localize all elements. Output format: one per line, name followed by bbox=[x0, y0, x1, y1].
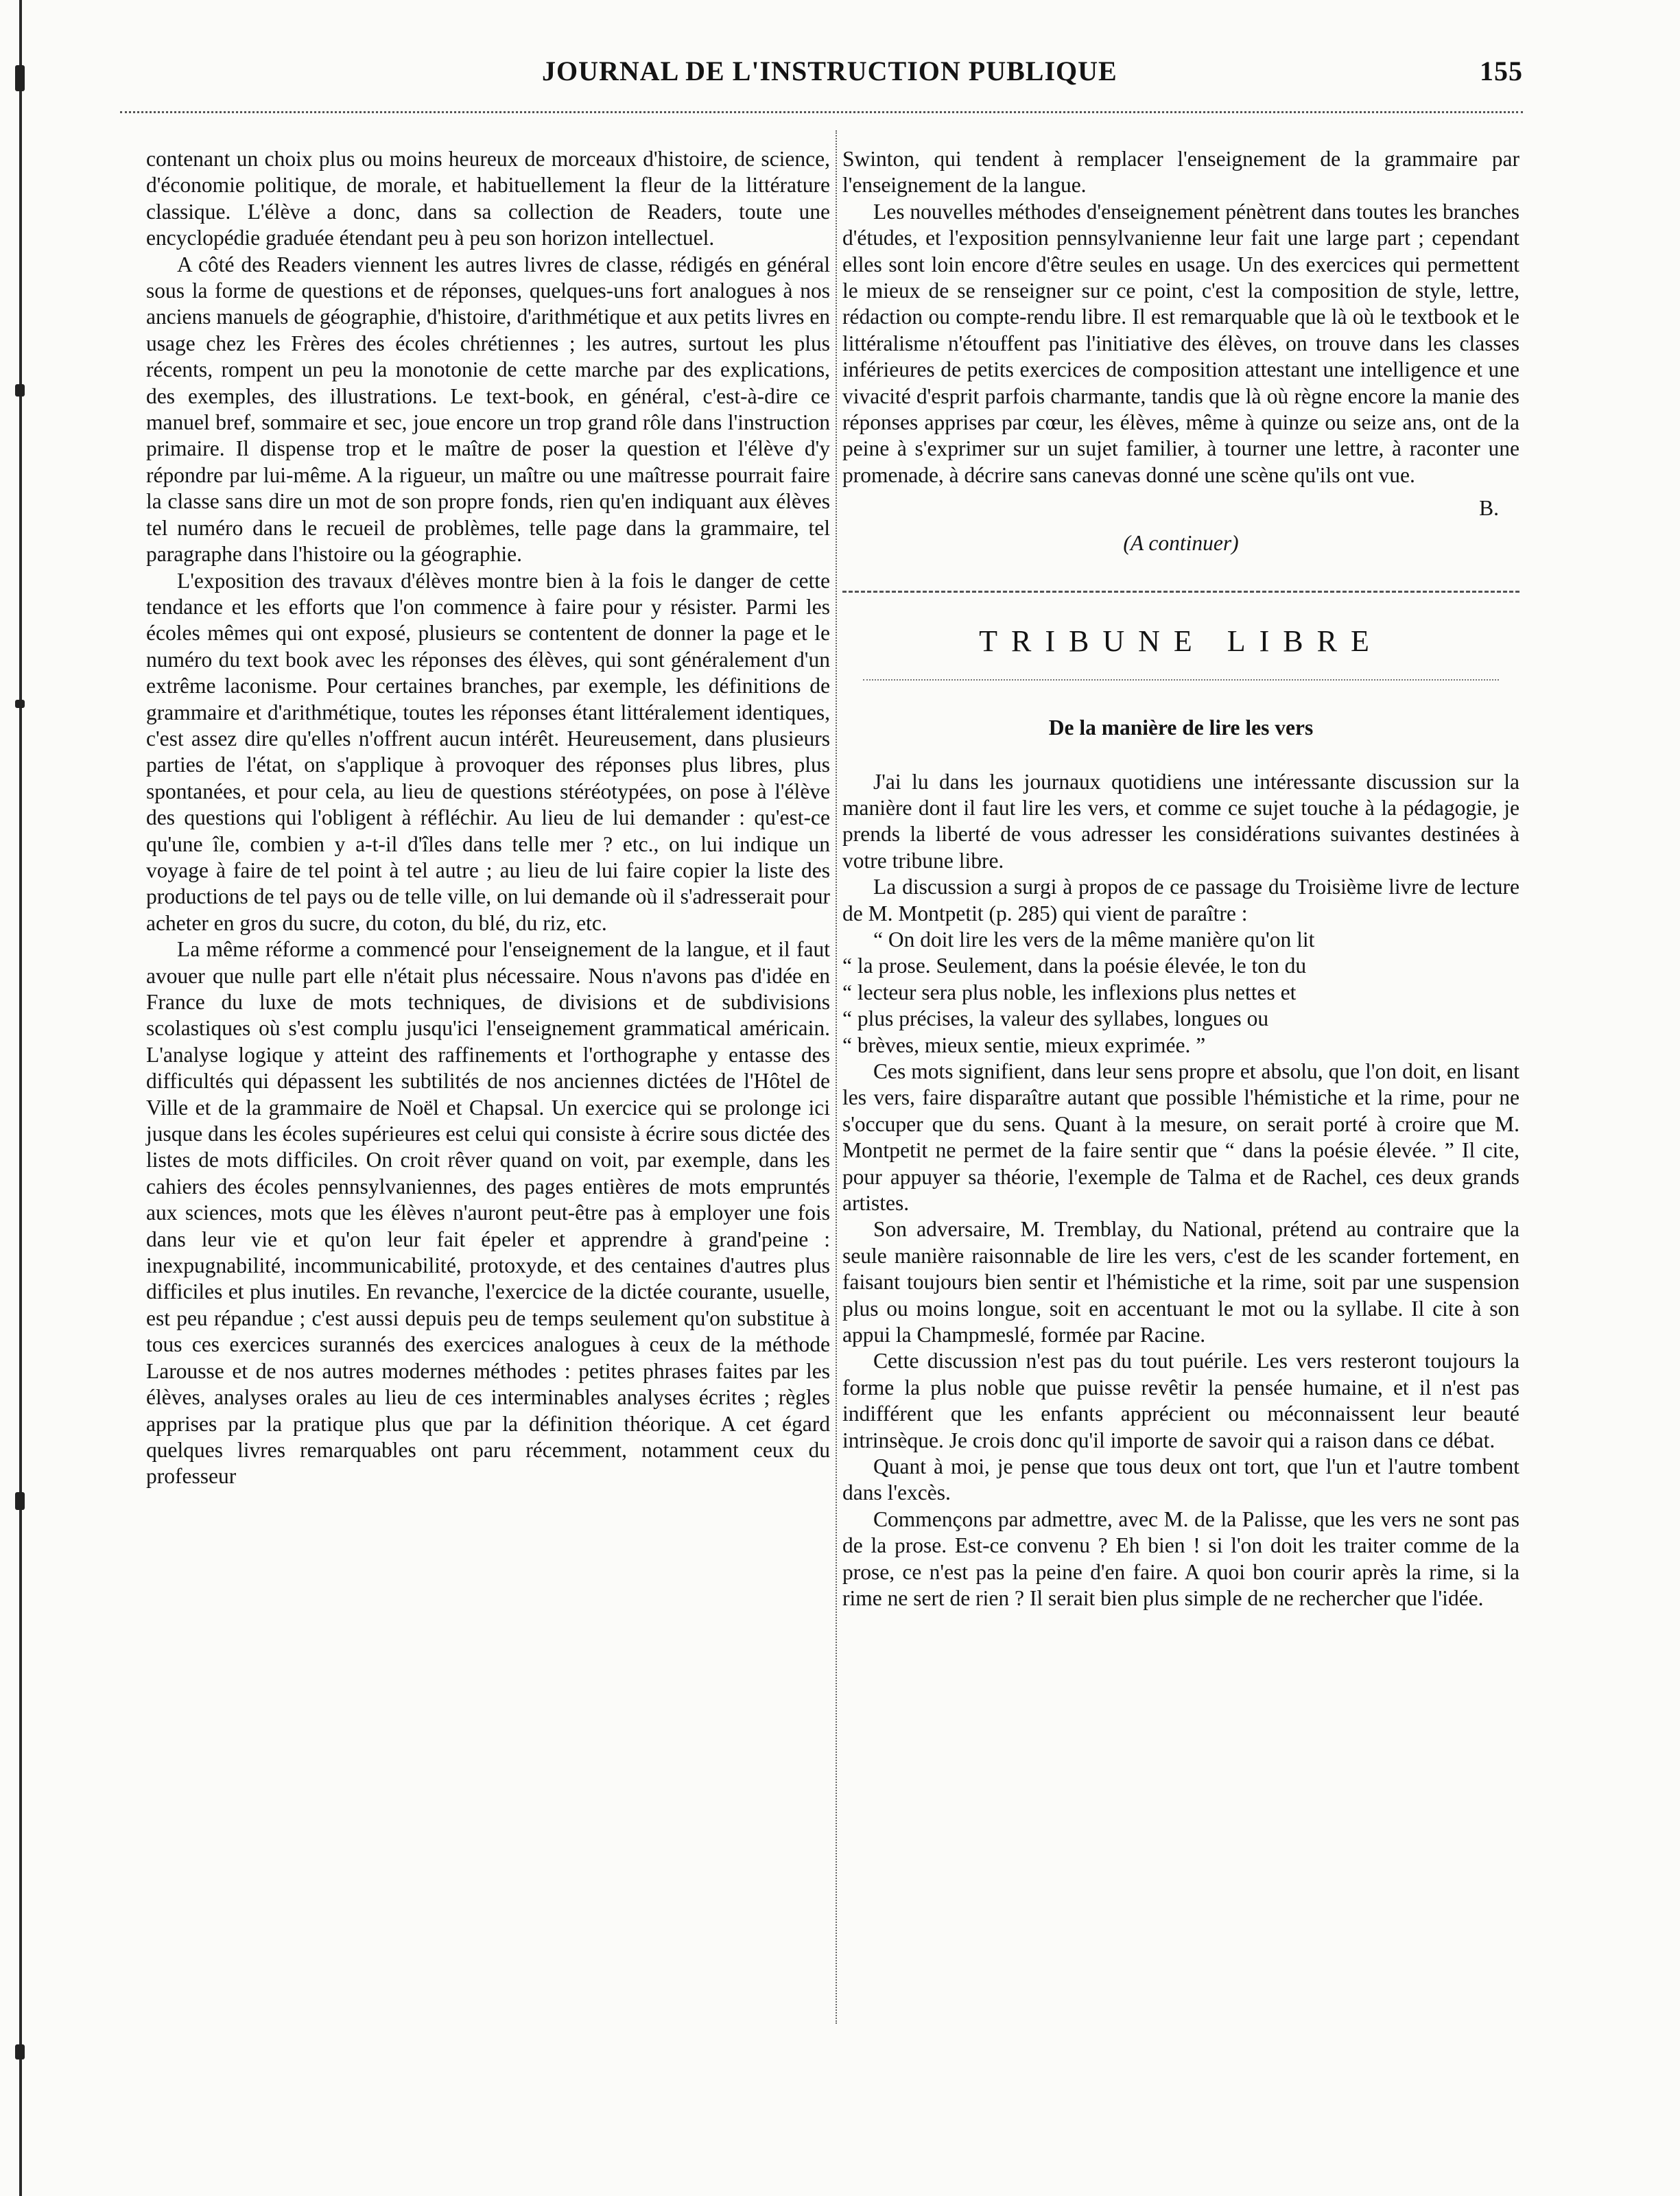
binding-mark bbox=[15, 700, 25, 708]
paragraph: A côté des Readers viennent les autres livres de classe, rédigés en général sous la forme de questions et de réponses, quelques-uns fort analogues à nos anciens manuels de géographie, d'histoire, d'arithmétique et aux petits livres en usage chez les Frères des écoles chrétiennes ; les autres, surtout les plus récents, rompent un peu la monotonie de cette marche par des explications, des exemples, des illustrations. Le text-book, en général, c'est-à-dire ce manuel bref, sommaire et sec, joue encore un trop grand rôle dans l'instruction primaire. Il dispense trop et le maître de poser la question et l'élève d'y répondre par lui-même. A la rigueur, un maître ou une maîtresse pourrait faire la classe sans dire un mot de son propre fonds, rien qu'en indiquant aux élèves tel numéro dans le recueil de problèmes, telle page dans la grammaire, tel paragraphe dans l'histoire ou la géographie. bbox=[146, 252, 830, 567]
binding-mark bbox=[15, 1492, 25, 1510]
column-divider bbox=[836, 130, 837, 2024]
quote-line: “ lecteur sera plus noble, les inflexions plus nettes et bbox=[842, 980, 1297, 1004]
quote-line: “ brèves, mieux sentie, mieux exprimée. ” bbox=[842, 1032, 1206, 1057]
paragraph: J'ai lu dans les journaux quotidiens une intéressante discussion sur la manière dont il faut lire les vers, et comme ce sujet touche à la pédagogie, je prends la liberté de vous adresser les considérations suivantes destinées à votre tribune libre. bbox=[842, 769, 1519, 873]
paragraph: Commençons par admettre, avec M. de la Palisse, que les vers ne sont pas de la prose. Est-ce convenu ? Eh bien ! si l'on doit les traiter comme de la prose, ce n'est pas la peine d'en faire. A quoi bon courir après la rime, si la rime ne sert de rien ? Il serait bien plus simple de ne rechercher que l'idée. bbox=[842, 1507, 1519, 1611]
author-signature: B. bbox=[1479, 496, 1499, 521]
paragraph: Ces mots signifient, dans leur sens propre et absolu, que l'on doit, en lisant les vers, faire disparaître autant que possible l'hémistiche et la rime, pour ne s'occuper que du sens. Quant à la mesure, on serait porté à croire que M. Montpetit ne permet de la faire sentir que “ dans la poésie élevée. ” Il cite, pour appuyer sa théorie, l'exemple de Talma et de Rachel, ces deux grands artistes. bbox=[842, 1059, 1519, 1215]
page-number: 155 bbox=[1480, 56, 1523, 86]
header-rule bbox=[120, 111, 1523, 113]
paragraph: Quant à moi, je pense que tous deux ont tort, que l'un et l'autre tombent dans l'excès. bbox=[842, 1454, 1519, 1505]
quote-line: “ On doit lire les vers de la même manière qu'on lit bbox=[873, 927, 1315, 952]
journal-title: JOURNAL DE L'INSTRUCTION PUBLIQUE bbox=[542, 56, 1117, 86]
right-column bbox=[842, 146, 1519, 1612]
page-binding-edge bbox=[19, 0, 22, 2196]
paragraph: Cette discussion n'est pas du tout puérile. Les vers resteront toujours la forme la plus noble que puisse revêtir la pensée humaine, et il n'est pas indifférent que les enfants apprécient ou méconnaissent leur beauté intrinsèque. Je crois donc qu'il importe de savoir qui a raison dans ce débat. bbox=[842, 1349, 1519, 1452]
paragraph: La discussion a surgi à propos de ce passage du Troisième livre de lecture de M. Montpetit (p. 285) qui vient de paraître : bbox=[842, 875, 1519, 925]
binding-mark bbox=[15, 65, 25, 91]
page-header bbox=[147, 55, 1523, 96]
quote-line: “ plus précises, la valeur des syllabes, longues ou bbox=[842, 1006, 1269, 1031]
section-separator bbox=[842, 591, 1519, 593]
paragraph: contenant un choix plus ou moins heureux de morceaux d'histoire, de science, d'économie politique, de morale, et habituellement la fleur de la littérature classique. L'élève a donc, dans sa collection de Readers, toute une encyclopédie graduée étendant peu à peu son horizon intellectuel. bbox=[146, 147, 830, 250]
paragraph: Les nouvelles méthodes d'enseignement pénètrent dans toutes les branches d'études, et l'exposition pennsylvanienne leur fait une large part ; cependant elles sont loin encore d'être seules en usage. Un des exercices qui permettent le mieux de se renseigner sur ce point, c'est la composition de style, lettre, rédaction ou compte-rendu libre. Il est remarquable que là où le textbook et le littéralisme n'étouffent pas l'initiative des élèves, on trouve dans les classes inférieures de petits exercices de composition attestant une intelligence et une vivacité d'esprit parfois charmante, tandis que là où règne encore la manie des réponses apprises par cœur, les élèves, même à quinze ou seize ans, ont de la peine à s'exprimer sur un sujet familier, à tourner une lettre, à raconter une promenade, à décrire sans canevas donné une scène qu'ils ont vue. bbox=[842, 199, 1519, 487]
paragraph: Son adversaire, M. Tremblay, du National, prétend au contraire que la seule manière raisonnable de lire les vers, c'est de les scander fortement, en faisant toujours bien sentir et l'hémistiche et la rime, soit par une suspension plus ou moins longue, soit en accentuant le mot ou la syllabe. Il cite à son appui la Champmeslé, formée par Racine. bbox=[842, 1217, 1519, 1347]
paragraph: L'exposition des travaux d'élèves montre bien à la fois le danger de cette tendance et les efforts que l'on commence à faire pour y résister. Parmi les écoles mêmes qui ont exposé, plusieurs se contentent de donner la page et le numéro du text book avec les réponses des élèves, qui sont généralement d'un extrême laconisme. Pour certaines branches, par exemple, les définitions de grammaire et d'arithmétique, toutes les réponses étant littéralement identiques, c'est assez dire qu'elles n'offrent aucun intérêt. Heureusement, dans plusieurs parties de l'état, on s'applique à provoquer des réponses plus libres, plus spontanées, et pour cela, au lieu de questions stéréotypées, on pose à l'élève des questions qui l'obligent à réfléchir. Au lieu de lui demander : qu'est-ce qu'une île, combien y a-t-il d'îles dans telle mer ? etc., on lui indique un voyage à faire de tel point à tel autre ; au lieu de lui faire copier la liste des productions de tel pays ou de telle ville, on lui demande où il s'adresserait pour acheter en gros du sucre, du coton, du blé, du riz, etc. bbox=[146, 568, 830, 935]
paragraph: La même réforme a commencé pour l'enseignement de la langue, et il faut avouer que nulle part elle n'était plus nécessaire. Nous n'avons pas d'idée en France du luxe de mots techniques, de divisions et de subdivisions scolastiques où s'est complu jusqu'ici l'enseignement grammatical américain. L'analyse logique y atteint des raffinements et l'orthographe y entasse des difficultés qui dépassent les subtilités de nos anciennes dictées de l'Hôtel de Ville et de la grammaire de Noël et Chapsal. Un exercice qui se prolonge ici jusque dans les écoles supérieures est celui qui consiste à écrire sous dictée des listes de mots difficiles. On croit rêver quand on voit, par exemple, dans les cahiers des écoles pennsylvaniennes, des pages entières de mots empruntés aux sciences, mots que les élèves n'auront peut-être pas à employer une fois dans leur vie et qu'on leur fait épeler et apprendre à grand'peine : inexpugnabilité, incommunicabilité, protoxyde, et des centaines d'autres plus difficiles et plus inutiles. En revanche, l'exercice de la dictée courante, usuelle, est peu répandue ; c'est aussi depuis peu de temps seulement qu'on substitue à tous ces exercices surannés des exercices analogues à ceux de la méthode Larousse et de nos autres modernes méthodes : petites phrases faites par les élèves, analyses orales au lieu de ces interminables analyses écrites ; règles apprises par la pratique plus que par la définition théorique. A cet égard quelques livres remarquables ont paru récemment, notamment ceux du professeur bbox=[146, 937, 830, 1489]
binding-mark bbox=[15, 384, 25, 397]
quoted-passage bbox=[842, 927, 1519, 1059]
binding-mark bbox=[15, 2044, 25, 2059]
continuation-note: (A continuer) bbox=[1123, 530, 1239, 555]
section-title-rule bbox=[863, 679, 1499, 681]
quote-line: “ la prose. Seulement, dans la poésie élevée, le ton du bbox=[842, 954, 1307, 978]
section-title: TRIBUNE LIBRE bbox=[979, 624, 1383, 659]
left-column bbox=[146, 146, 830, 1490]
paragraph: Swinton, qui tendent à remplacer l'enseignement de la grammaire par l'enseignement de la langue. bbox=[842, 147, 1519, 198]
article-title: De la manière de lire les vers bbox=[1048, 716, 1314, 740]
